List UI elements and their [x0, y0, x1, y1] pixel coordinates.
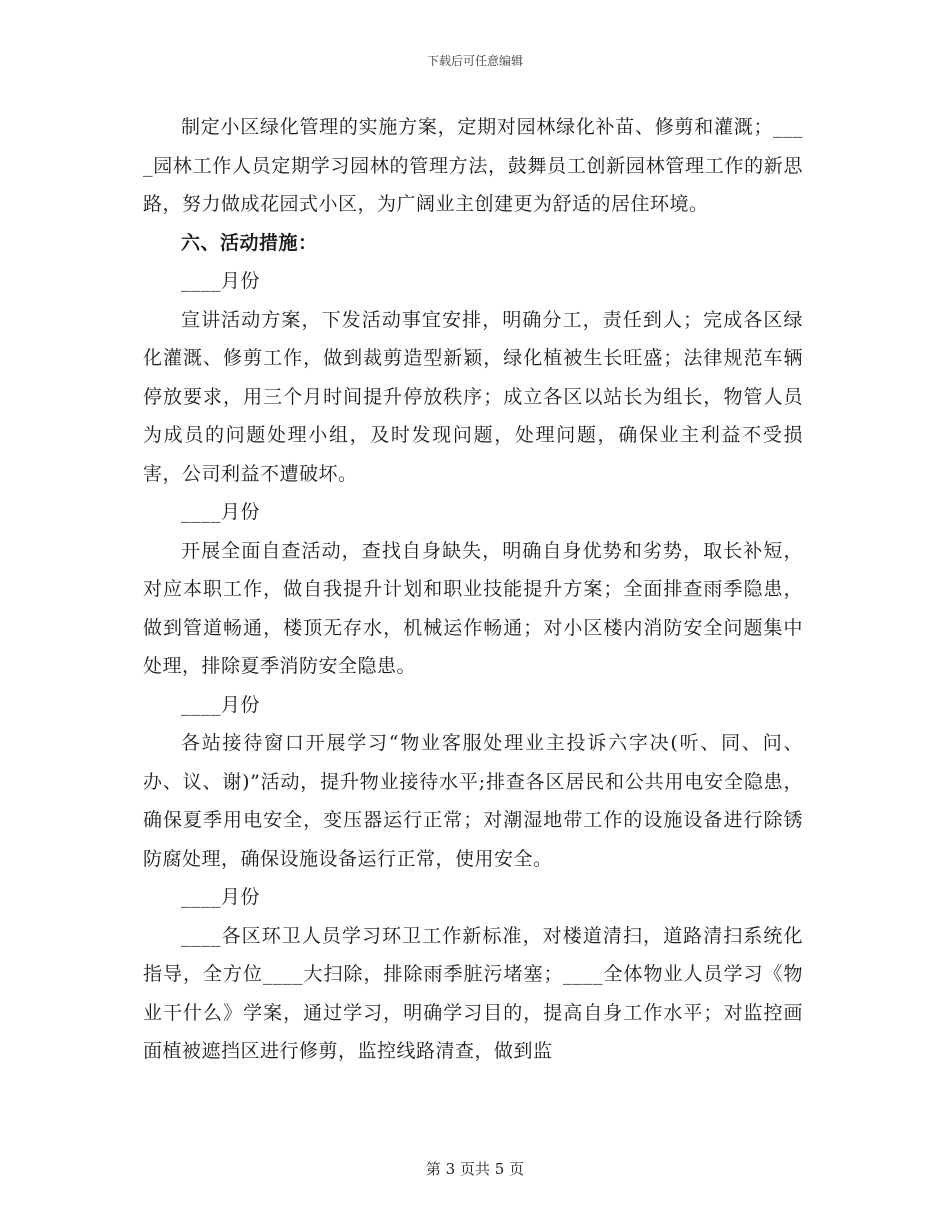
month-label: ____月份	[181, 270, 261, 292]
section-heading-activity-measures: 六、活动措施：	[181, 231, 318, 254]
document-body	[143, 108, 803, 1071]
month-label: ____月份	[181, 501, 261, 523]
paragraph-month-2: 开展全面自查活动，查找自身缺失，明确自身优势和劣势，取长补短，对应本职工作，做自我提升计划和职业技能提升方案；全面排查雨季隐患，做到管道畅通，楼顶无存水，机械运作畅通；对小区楼内消防安全问题集中处理，排除夏季消防安全隐患。	[143, 539, 803, 677]
paragraph-month-4: ____各区环卫人员学习环卫工作新标准，对楼道清扫，道路清扫系统化指导，全方位____大扫除，排除雨季脏污堵塞；____全体物业人员学习《物业干什么》学案，通过学习，明确学习目的，提高自身工作水平；对监控画面植被遮挡区进行修剪，监控线路清查，做到监	[143, 924, 803, 1062]
month-label: ____月份	[181, 886, 261, 908]
page-header: 下载后可任意编辑	[426, 54, 523, 68]
month-label: ____月份	[181, 693, 261, 716]
paragraph-greening-plan: 制定小区绿化管理的实施方案，定期对园林绿化补苗、修剪和灌溉；____园林工作人员定期学习园林的管理方法，鼓舞员工创新园林管理工作的新思路，努力做成花园式小区，为广阔业主创建更为舒适的居住环境。	[143, 116, 803, 215]
paragraph-month-3: 各站接待窗口开展学习“物业客服处理业主投诉六字决(听、同、问、办、议、谢)”活动，提升物业接待水平;排查各区居民和公共用电安全隐患，确保夏季用电安全，变压器运行正常；对潮湿地带工作的设施设备进行除锈防腐处理，确保设施设备运行正常，使用安全。	[143, 732, 803, 870]
page-number: 第 3 页共 5 页	[425, 1160, 525, 1178]
paragraph-month-1: 宣讲活动方案，下发活动事宜安排，明确分工，责任到人；完成各区绿化灌溉、修剪工作，做到裁剪造型新颖，绿化植被生长旺盛；法律规范车辆停放要求，用三个月时间提升停放秩序；成立各区以站长为组长，物管人员为成员的问题处理小组，及时发现问题，处理问题，确保业主利益不受损害，公司利益不遭破坏。	[143, 308, 803, 485]
